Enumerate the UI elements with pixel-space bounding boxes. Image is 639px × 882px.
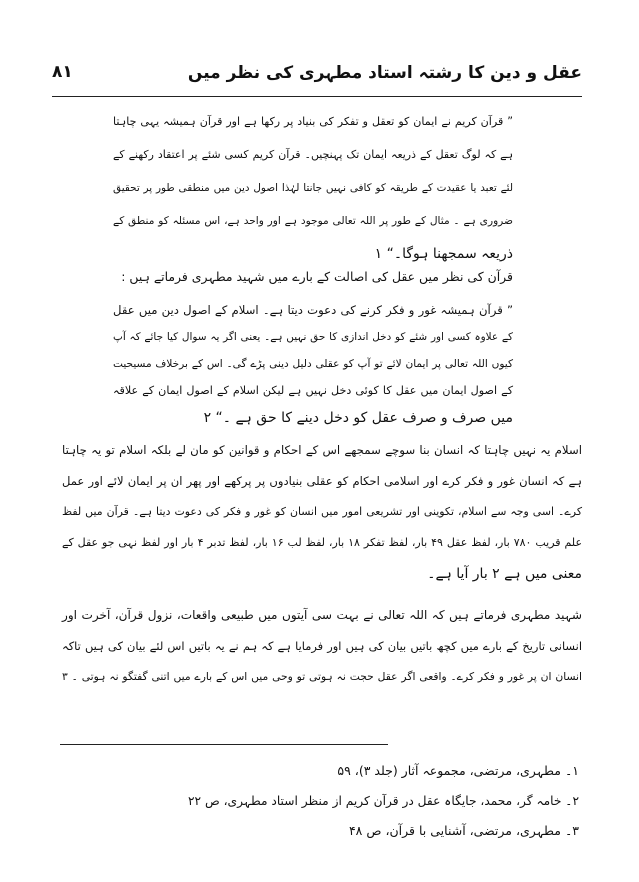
page-header	[52, 62, 582, 90]
quote2-line: کے علاوہ کسی اور شئے کو دخل اندازی کا حق نہیں ہے۔ یعنی اگر یہ سوال کیا جائے کہ آپ	[113, 331, 513, 343]
paragraph-line: ہے کہ انسان غور و فکر کرے اور اسلامی احکام کو عقلی بنیادوں پر پرکھے اور پھر ان پر ایمان لائے اور عمل	[62, 474, 582, 488]
quote1-line: ” قرآن کریم نے ایمان کو تعقل و تفکر کی بنیاد پر رکھا ہے اور قرآن ہمیشہ یہی چاہتا	[113, 115, 513, 128]
paragraph-line: انسانی تاریخ کے بارے میں کچھ باتیں بیان کی ہیں اور فرمایا ہے کہ ہم نے یہ باتیں اس لئے بیان کی ہیں تاکہ	[62, 639, 582, 653]
paragraph-line: علم قریب ۷۸۰ بار، لفظ عقل ۴۹ بار، لفظ تفکر ۱۸ بار، لفظ لب ۱۶ بار، لفظ تدبر ۴ بار اور لفظ نہی جو عقل کے	[62, 536, 583, 549]
page-number: ۸۱	[52, 62, 73, 82]
running-title: عقل و دین کا رشتہ استاد مطہری کی نظر میں	[187, 63, 582, 83]
quote2-line: میں صرف و صرف عقل کو دخل دینے کا حق ہے ۔“ ۲	[203, 410, 513, 426]
quote1-line: لئے تعبد یا عقیدت کے طریقہ کو کافی نہیں جانتا لہٰذا اصول دین میں منطقی طور پر تحقیق	[113, 182, 513, 194]
intro-line: قرآن کی نظر میں عقل کی اصالت کے بارے میں شہید مطہری فرماتے ہیں :	[121, 269, 513, 284]
paragraph-line: اسلام یہ نہیں چاہتا کہ انسان بنا سوچے سمجھے اس کے احکام و قوانین کو مان لے بلکہ اسلام تو یہ چاہتا	[62, 443, 582, 457]
quote2-line: کیوں اللہ تعالی پر ایمان لائے تو آپ کو عقلی دلیل دینی پڑے گی۔ اس کے برخلاف مسیحیت	[113, 358, 513, 370]
footnote: ۳۔ مطہری، مرتضی، آشنایی با قرآن، ص ۴۸	[348, 823, 579, 838]
paragraph-line: معنی میں ہے ۲ بار آیا ہے۔	[427, 566, 582, 582]
quote1-line: ذریعہ سمجھنا ہوگا۔“ ۱	[374, 246, 513, 262]
footnote: ۱۔ مطہری، مرتضی، مجموعہ آثار (جلد ۳)، ۵۹	[337, 763, 579, 778]
paragraph-line: انسان ان پر غور و فکر کرے۔ واقعی اگر عقل حجت نہ ہوتی تو وحی میں اس کے بارے میں اتنی گفتگو نہ ہوتی ۔ ۳	[62, 670, 582, 683]
footnote: ۲۔ خامہ گر، محمد، جایگاہ عقل در قرآن کریم از منظر استاد مطہری، ص ۲۲	[187, 794, 579, 808]
paragraph-line: کرے۔ اسی وجہ سے اسلام، تکوینی اور تشریعی امور میں انسان کو غور و فکر کی دعوت دیتا ہے۔ قرآن میں لفظ	[62, 505, 582, 518]
quote1-line: ضروری ہے ۔ مثال کے طور پر اللہ تعالی موجود ہے اور واحد ہے، اس مسئلہ کو منطق کے	[113, 215, 513, 227]
quote2-line: کے اصول ایمان میں عقل کا کوئی دخل نہیں ہے لیکن اسلام کے اصول ایمان کے علاقہ	[113, 384, 513, 397]
footnote-rule	[60, 744, 388, 745]
paragraph-line: شہید مطہری فرماتے ہیں کہ اللہ تعالی نے بہت سی آیتوں میں طبیعی واقعات، نزول قرآن، آخرت اور	[62, 608, 582, 622]
header-rule	[52, 96, 582, 97]
quote2-line: ” قرآن ہمیشہ غور و فکر کرنے کی دعوت دیتا ہے۔ اسلام کے اصول دین میں عقل	[113, 303, 513, 317]
quote1-line: ہے کہ لوگ تعقل کے ذریعہ ایمان تک پہنچیں۔ قرآن کریم کسی شئے پر اعتقاد رکھنے کے	[113, 148, 513, 161]
